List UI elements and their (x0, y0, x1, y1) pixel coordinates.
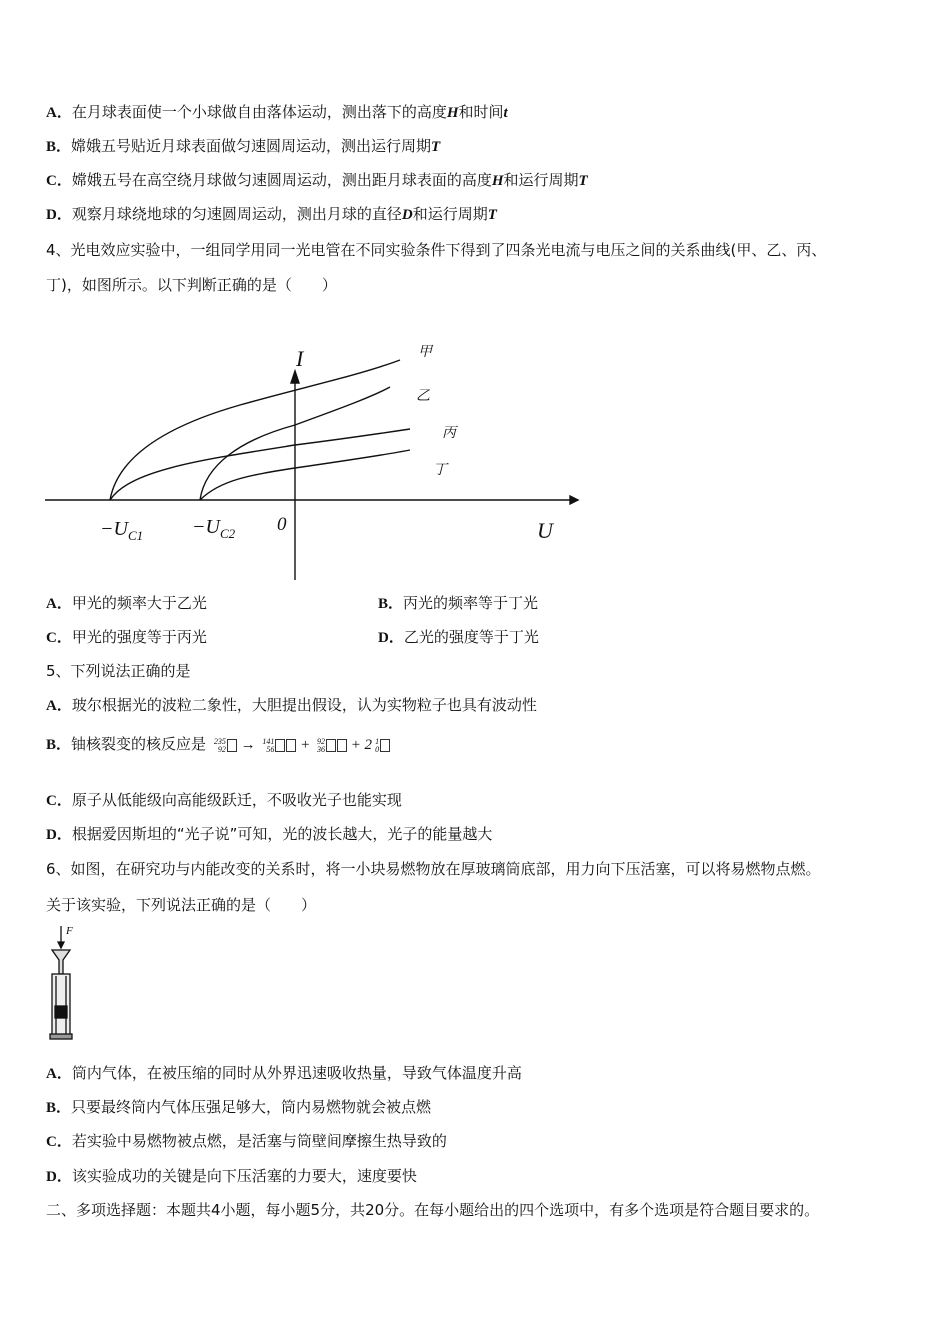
label-jia: 甲 (418, 345, 432, 360)
uc1-label: $-U_{C1}$ (100, 518, 144, 543)
label-ding: 丁 (433, 463, 447, 478)
q5-option-a: A．玻尔根据光的波粒二象性，大胆提出假设，认为实物粒子也具有波动性 (46, 696, 537, 714)
q4-stem-line2: 丁)，如图所示。以下判断正确的是（ ） (46, 276, 337, 294)
force-label: F (66, 925, 73, 937)
q5-option-b: B．铀核裂变的核反应是 235 92 → 141 56 + 92 36 + 2 1 0 (46, 734, 390, 755)
curve-ding (200, 450, 410, 500)
origin-label: 0 (277, 514, 287, 535)
q4-option-d: D．乙光的强度等于丁光 (378, 628, 539, 646)
curve-jia (110, 360, 400, 500)
q5-option-c: C．原子从低能级向高能级跃迁，不吸收光子也能实现 (46, 791, 402, 809)
q4-stem-line1: 4、光电效应实验中，一组同学用同一光电管在不同实验条件下得到了四条光电流与电压之间的关系曲线(甲、乙、丙、 (46, 241, 827, 259)
curve-bing (110, 429, 410, 500)
q5-option-d: D．根据爱因斯坦的“光子说”可知，光的波长越大，光子的能量越大 (46, 825, 493, 843)
u-axis-label: U (537, 518, 553, 543)
photoelectric-iu-graph (0, 330, 600, 590)
q6-option-d: D．该实验成功的关键是向下压活塞的力要大，速度要快 (46, 1167, 417, 1185)
q3-option-b: B．嫦娥五号贴近月球表面做匀速圆周运动，测出运行周期T (46, 137, 441, 155)
q3-option-a: A．在月球表面使一个小球做自由落体运动，测出落下的高度H和时间t (46, 103, 508, 121)
label-yi: 乙 (416, 389, 430, 404)
q6-option-a: A．筒内气体，在被压缩的同时从外界迅速吸收热量，导致气体温度升高 (46, 1064, 522, 1082)
label-bing: 丙 (442, 426, 456, 441)
q3-option-c: C．嫦娥五号在高空绕月球做匀速圆周运动，测出距月球表面的高度H和运行周期T (46, 171, 588, 189)
uc2-label: $-U_{C2}$ (192, 516, 236, 541)
q4-option-a: A．甲光的频率大于乙光 (46, 594, 207, 612)
q5-stem: 5、下列说法正确的是 (46, 662, 191, 680)
section-2-heading: 二、多项选择题：本题共4小题，每小题5分，共20分。在每小题给出的四个选项中，有多个选项是符合题目要求的。 (46, 1201, 820, 1219)
q6-option-c: C．若实验中易燃物被点燃，是活塞与筒壁间摩擦生热导致的 (46, 1132, 447, 1150)
u-axis-arrow (570, 496, 578, 504)
q3-option-d: D．观察月球绕地球的匀速圆周运动，测出月球的直径D和运行周期T (46, 205, 497, 223)
q6-stem-line2: 关于该实验，下列说法正确的是（ ） (46, 896, 317, 914)
i-axis-label: I (296, 346, 304, 371)
fission-equation: 235 92 → 141 56 + 92 36 + 2 1 0 (211, 737, 390, 753)
q6-option-b: B．只要最终筒内气体压强足够大，筒内易燃物就会被点燃 (46, 1098, 432, 1116)
q6-stem-line1: 6、如图，在研究功与内能改变的关系时，将一小块易燃物放在厚玻璃筒底部，用力向下压活塞，可以将易燃物点燃。 (46, 860, 821, 878)
i-axis-arrow (291, 371, 299, 383)
q4-option-c: C．甲光的强度等于丙光 (46, 628, 207, 646)
piston-cylinder-figure (30, 922, 90, 1046)
q4-option-b: B．丙光的频率等于丁光 (378, 594, 539, 612)
